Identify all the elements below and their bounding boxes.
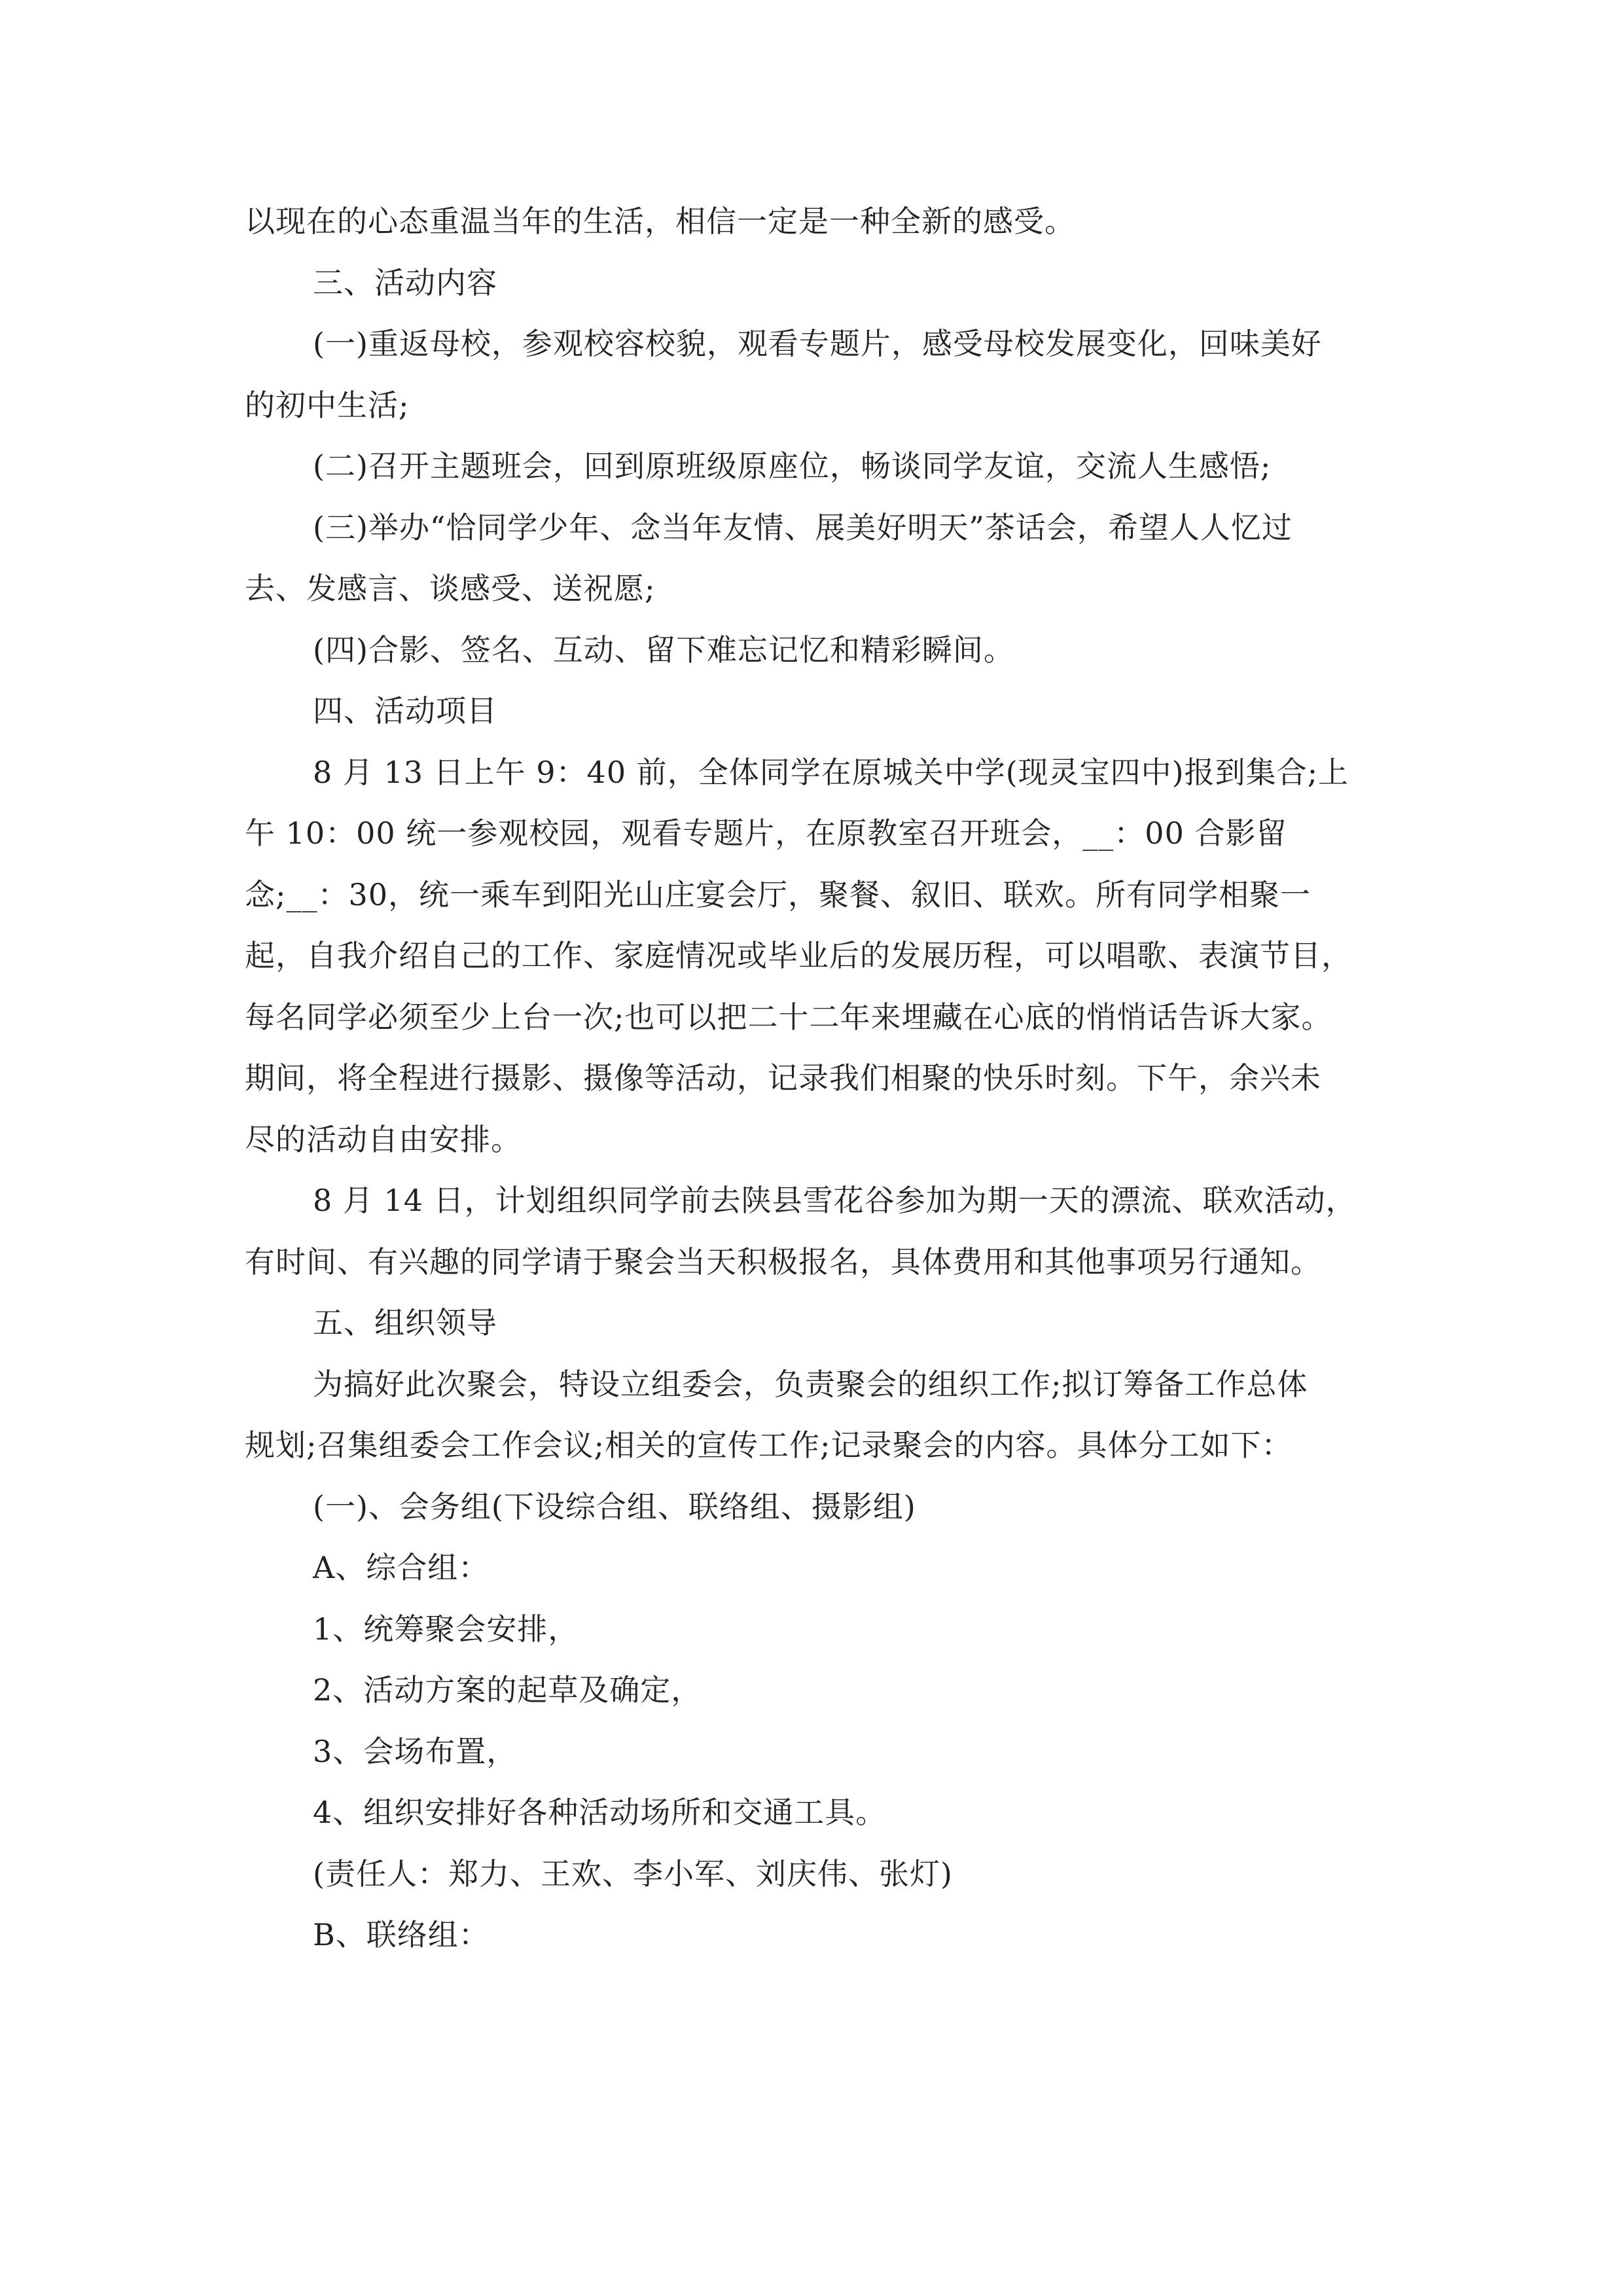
text-line: 念;__：30，统一乘车到阳光山庄宴会厅，聚餐、叙旧、联欢。所有同学相聚一: [245, 876, 1311, 912]
text-line: 8 月 14 日，计划组织同学前去陕县雪花谷参加为期一天的漂流、联欢活动，: [313, 1183, 1357, 1218]
list-item: 1、统筹聚会安排，: [313, 1611, 579, 1647]
text-line: (四)合影、签名、互动、留下难忘记忆和精彩瞬间。: [313, 632, 1014, 668]
text-line: 以现在的心态重温当年的生活，相信一定是一种全新的感受。: [245, 204, 1075, 239]
text-line: 每名同学必须至少上台一次;也可以把二十二年来埋藏在心底的悄悄话告诉大家。: [245, 999, 1332, 1035]
text-line: (一)重返母校，参观校容校貌，观看专题片，感受母校发展变化，回味美好: [313, 326, 1322, 361]
subsection-heading: B、联络组：: [313, 1917, 490, 1952]
section-heading-activity-content: 三、活动内容: [313, 264, 497, 300]
text-line: 8 月 13 日上午 9：40 前，全体同学在原城关中学(现灵宝四中)报到集合;上: [313, 754, 1349, 790]
subsection-heading: A、综合组：: [313, 1550, 490, 1585]
text-line: 去、发感言、谈感受、送祝愿;: [245, 571, 656, 606]
text-line: (二)召开主题班会，回到原班级原座位，畅谈同学友谊，交流人生感悟;: [313, 448, 1272, 484]
text-line: 期间，将全程进行摄影、摄像等活动，记录我们相聚的快乐时刻。下午，余兴未: [245, 1060, 1321, 1096]
text-line: 尽的活动自由安排。: [245, 1121, 522, 1157]
list-item: 3、会场布置，: [313, 1733, 518, 1769]
section-heading-organization: 五、组织领导: [313, 1305, 497, 1340]
text-line: 的初中生活;: [245, 387, 410, 423]
subsection-heading: (一)、会务组(下设综合组、联络组、摄影组): [313, 1488, 916, 1524]
text-line: 午 10：00 统一参观校园，观看专题片，在原教室召开班会，__：00 合影留: [245, 816, 1287, 851]
text-line: 为搞好此次聚会，特设立组委会，负责聚会的组织工作;拟订筹备工作总体: [313, 1366, 1308, 1402]
responsible-persons: (责任人：郑力、王欢、李小军、刘庆伟、张灯): [313, 1856, 953, 1892]
list-item: 4、组织安排好各种活动场所和交通工具。: [313, 1795, 887, 1830]
text-line: 有时间、有兴趣的同学请于聚会当天积极报名，具体费用和其他事项另行通知。: [245, 1244, 1321, 1280]
list-item: 2、活动方案的起草及确定，: [313, 1672, 702, 1708]
text-line: (三)举办“恰同学少年、念当年友情、展美好明天”茶话会，希望人人忆过: [313, 509, 1293, 545]
text-line: 起，自我介绍自己的工作、家庭情况或毕业后的发展历程，可以唱歌、表演节目，: [245, 938, 1352, 973]
text-line: 规划;召集组委会工作会议;相关的宣传工作;记录聚会的内容。具体分工如下：: [245, 1427, 1293, 1463]
document-body: [245, 191, 1397, 1966]
section-heading-activity-items: 四、活动项目: [313, 693, 497, 728]
